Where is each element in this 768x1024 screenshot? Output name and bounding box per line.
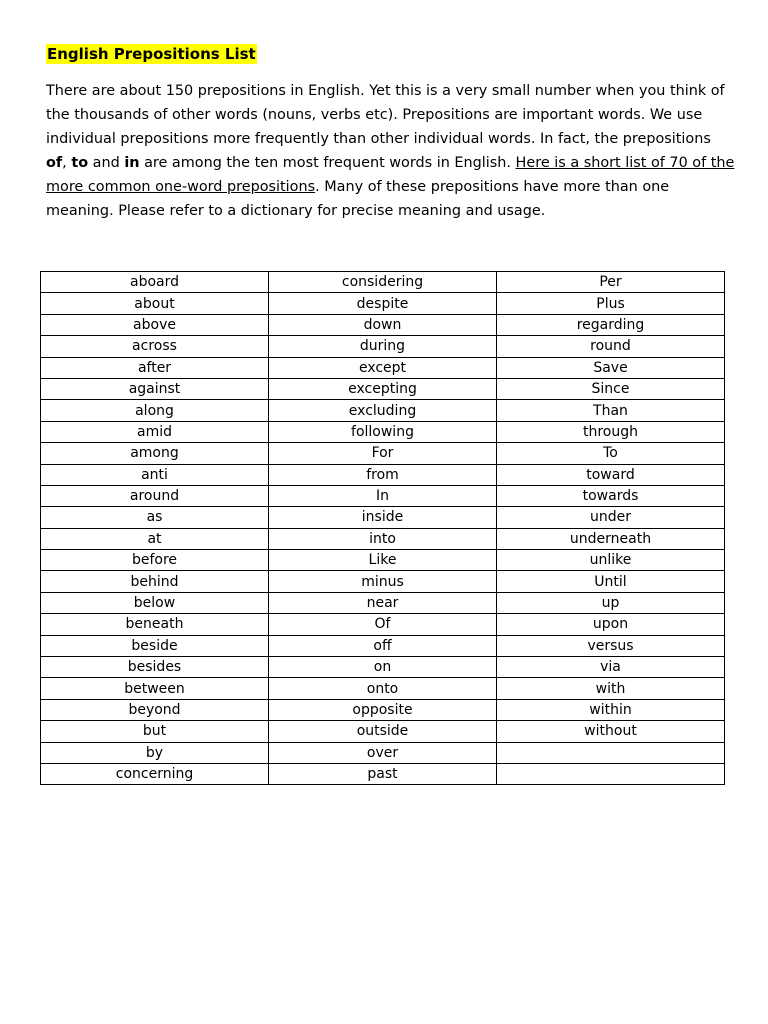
table-cell: For xyxy=(269,443,497,464)
table-cell: Than xyxy=(497,400,725,421)
table-row xyxy=(41,657,725,678)
table-cell: off xyxy=(269,635,497,656)
table-cell: from xyxy=(269,464,497,485)
table-cell: beside xyxy=(41,635,269,656)
table-row xyxy=(41,293,725,314)
table-cell: during xyxy=(269,336,497,357)
table-cell: despite xyxy=(269,293,497,314)
table-row xyxy=(41,742,725,763)
intro-separator: , xyxy=(62,155,72,171)
table-row xyxy=(41,550,725,571)
table-row xyxy=(41,336,725,357)
table-cell: with xyxy=(497,678,725,699)
table-cell: Of xyxy=(269,614,497,635)
table-row xyxy=(41,592,725,613)
table-cell: Plus xyxy=(497,293,725,314)
table-cell: upon xyxy=(497,614,725,635)
table-cell: besides xyxy=(41,657,269,678)
table-cell: considering xyxy=(269,272,497,293)
intro-text: are among the ten most frequent words in English. xyxy=(139,155,516,171)
table-cell: up xyxy=(497,592,725,613)
table-cell: underneath xyxy=(497,528,725,549)
table-row xyxy=(41,614,725,635)
table-cell: around xyxy=(41,485,269,506)
table-cell: as xyxy=(41,507,269,528)
table-row xyxy=(41,678,725,699)
table-cell: In xyxy=(269,485,497,506)
table-row xyxy=(41,721,725,742)
table-cell: within xyxy=(497,699,725,720)
intro-bold-to: to xyxy=(71,155,89,171)
table-cell: Save xyxy=(497,357,725,378)
table-cell: toward xyxy=(497,464,725,485)
table-cell: towards xyxy=(497,485,725,506)
table-row xyxy=(41,763,725,784)
table-cell xyxy=(497,742,725,763)
table-cell: Per xyxy=(497,272,725,293)
table-cell: beyond xyxy=(41,699,269,720)
document-title: English Prepositions List xyxy=(47,45,256,63)
table-cell: onto xyxy=(269,678,497,699)
table-cell: before xyxy=(41,550,269,571)
table-cell: among xyxy=(41,443,269,464)
table-cell: opposite xyxy=(269,699,497,720)
table-cell: Like xyxy=(269,550,497,571)
table-row xyxy=(41,464,725,485)
intro-bold-of: of xyxy=(46,155,63,171)
table-row xyxy=(41,443,725,464)
table-row xyxy=(41,571,725,592)
table-cell: about xyxy=(41,293,269,314)
table-cell: near xyxy=(269,592,497,613)
intro-separator: and xyxy=(88,155,125,171)
table-cell: Until xyxy=(497,571,725,592)
table-cell: through xyxy=(497,421,725,442)
table-cell: beneath xyxy=(41,614,269,635)
table-cell: anti xyxy=(41,464,269,485)
table-cell: via xyxy=(497,657,725,678)
table-row xyxy=(41,485,725,506)
intro-paragraph xyxy=(46,79,736,223)
prepositions-table-body xyxy=(41,272,725,785)
table-row xyxy=(41,400,725,421)
table-cell: To xyxy=(497,443,725,464)
table-cell: versus xyxy=(497,635,725,656)
table-cell: inside xyxy=(269,507,497,528)
table-cell: unlike xyxy=(497,550,725,571)
table-cell: along xyxy=(41,400,269,421)
table-cell: above xyxy=(41,314,269,335)
table-cell: past xyxy=(269,763,497,784)
table-row xyxy=(41,357,725,378)
table-row xyxy=(41,314,725,335)
intro-bold-in: in xyxy=(124,155,140,171)
table-cell: minus xyxy=(269,571,497,592)
table-cell: on xyxy=(269,657,497,678)
table-cell: under xyxy=(497,507,725,528)
table-cell: except xyxy=(269,357,497,378)
table-row xyxy=(41,421,725,442)
table-cell: but xyxy=(41,721,269,742)
table-cell: between xyxy=(41,678,269,699)
table-cell: round xyxy=(497,336,725,357)
table-cell: aboard xyxy=(41,272,269,293)
intro-text: . Many of these prepositions have more than one meaning. Please refer to a dictionary for precise meaning and usage. xyxy=(46,179,670,219)
table-cell: Since xyxy=(497,378,725,399)
table-row xyxy=(41,528,725,549)
table-cell: without xyxy=(497,721,725,742)
table-cell: by xyxy=(41,742,269,763)
table-cell: across xyxy=(41,336,269,357)
table-row xyxy=(41,378,725,399)
table-cell: against xyxy=(41,378,269,399)
table-cell: concerning xyxy=(41,763,269,784)
table-cell: over xyxy=(269,742,497,763)
table-row xyxy=(41,635,725,656)
table-row xyxy=(41,699,725,720)
table-cell: after xyxy=(41,357,269,378)
table-cell: outside xyxy=(269,721,497,742)
intro-underlined-text: Here is a short list of 70 of the more common one-word prepositions xyxy=(46,155,735,195)
table-cell: behind xyxy=(41,571,269,592)
table-cell: below xyxy=(41,592,269,613)
table-cell: excluding xyxy=(269,400,497,421)
table-cell xyxy=(497,763,725,784)
table-row xyxy=(41,272,725,293)
table-row xyxy=(41,507,725,528)
table-cell: into xyxy=(269,528,497,549)
table-cell: regarding xyxy=(497,314,725,335)
table-cell: at xyxy=(41,528,269,549)
table-cell: following xyxy=(269,421,497,442)
intro-text: There are about 150 prepositions in English. Yet this is a very small number when you think of the thousands of other words (nouns, verbs etc). Prepositions are important words. We use individual prepositions more frequently than other individual words. In fact, the prepositions xyxy=(46,83,725,147)
prepositions-table xyxy=(40,271,725,785)
table-cell: excepting xyxy=(269,378,497,399)
table-cell: amid xyxy=(41,421,269,442)
table-cell: down xyxy=(269,314,497,335)
